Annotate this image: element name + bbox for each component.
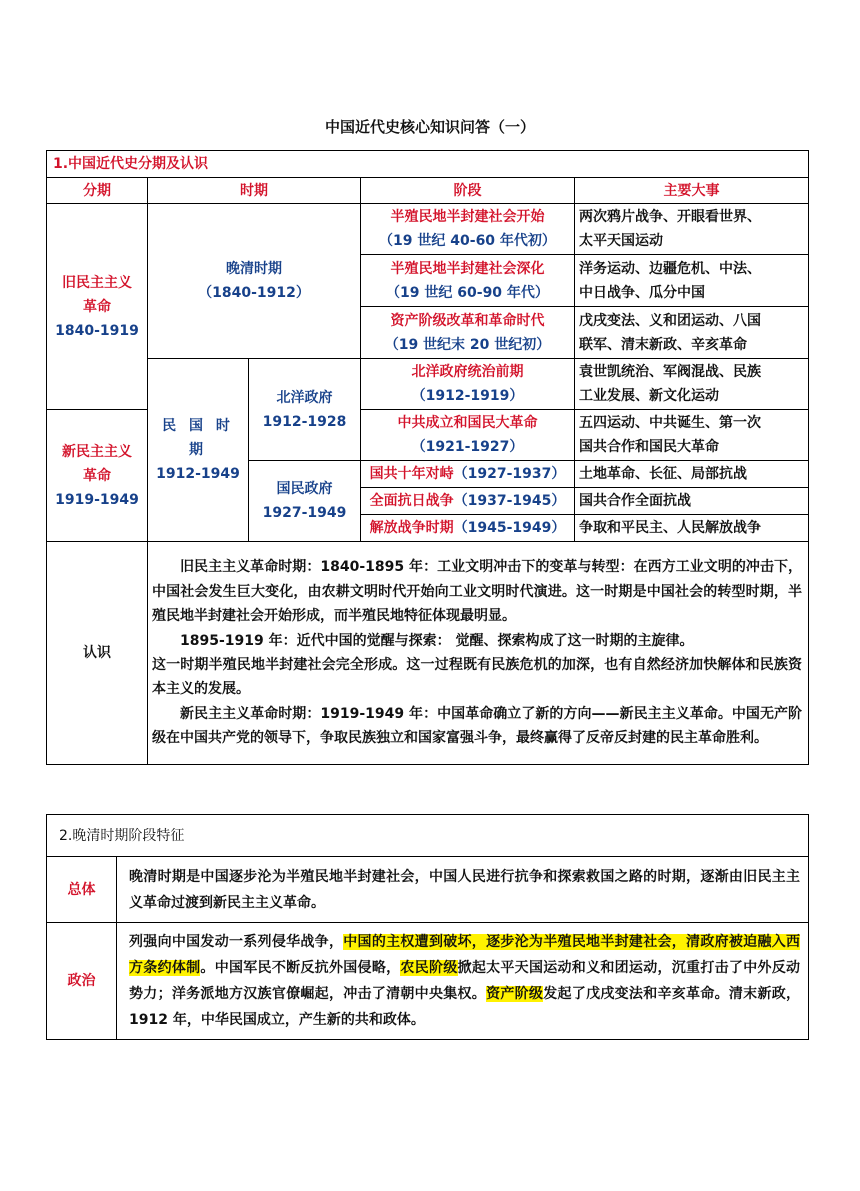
recognition-paragraph: 旧民主主义革命时期：1840-1895 年：工业文明冲击下的变革与转型：在西方工业文明的冲击下，中国社会发生巨大变化，由农耕文明时代开始向工业文明时代演进。这一时期是中国社会的转型时期，半殖民地半封建社会开始形成，而半殖民地特征体现最明显。 [152,559,803,625]
events-cell [575,410,809,461]
stage-name: 全面抗日战争 [369,493,454,509]
events-line: 两次鸦片战争、开眼看世界、 [579,209,761,225]
period-new-years: 1919-1949 [55,491,139,508]
period-old-line2: 革命 [83,298,111,315]
stage-cell [361,410,575,461]
stage-cell [361,255,575,307]
stage-name: 国共十年对峙 [369,466,454,482]
politics-text [117,923,809,1040]
recognition-label: 认识 [47,542,148,765]
stage-years: （19 世纪 60-90 年代） [386,284,549,301]
stage-years: （19 世纪末 20 世纪初） [384,336,551,353]
events-line: 中日战争、瓜分中国 [579,284,705,301]
gov-nationalist-years: 1927-1949 [262,505,347,521]
recognition-paragraph: 这一时期半殖民地半封建社会完全形成。这一过程既有民族危机的加深，也有自然经济加快解体和民族资本主义的发展。 [152,657,803,698]
politics-text-part: 发起了戊戌变法和辛亥革命。清末新政，1912 年，中华民国成立，产生新的共和政体。 [129,986,801,1028]
overall-label: 总体 [47,857,117,923]
header-stage: 阶段 [361,178,575,204]
stage-cell [361,461,575,488]
period-old-democratic [47,204,148,410]
era-republic [148,359,249,542]
events-cell [575,307,809,359]
events-line: 国共合作和国民大革命 [579,439,719,455]
events-cell: 土地革命、长征、局部抗战 [575,461,809,488]
politics-highlight: 资产阶级 [486,986,544,1002]
stage-cell [361,359,575,410]
stage-name: 资产阶级改革和革命时代 [390,312,545,329]
section-2-heading: 2.晚清时期阶段特征 [47,815,809,857]
politics-text-part: 列强向中国发动一系列侵华战争， [129,934,344,950]
stage-years: （1945-1949） [453,520,566,536]
politics-highlight: 中国的主权遭到破坏，逐步沦为半殖民地半封建社会，清政府被迫融入西方条约体制 [129,934,801,976]
period-new-democratic [47,410,148,542]
events-line: 戊戌变法、义和团运动、八国 [579,312,761,329]
gov-nationalist [249,461,361,542]
period-old-line1: 旧民主主义 [62,274,132,291]
period-old-years: 1840-1919 [55,322,139,339]
events-cell [575,255,809,307]
stage-years: （1921-1927） [411,439,524,455]
events-cell: 争取和平民主、人民解放战争 [575,515,809,542]
politics-highlight: 农民阶级 [400,960,458,976]
recognition-paragraph: 新民主主义革命时期：1919-1949 年：中国革命确立了新的方向——新民主主义革命。中国无产阶级在中国共产党的领导下，争取民族独立和国家富强斗争，最终赢得了反帝反封建的民主革命胜利。 [152,705,803,747]
header-period-type: 分期 [47,178,148,204]
gov-beiyang-name: 北洋政府 [276,389,333,406]
politics-label: 政治 [47,923,117,1040]
gov-beiyang [249,359,361,461]
events-cell [575,204,809,255]
periodization-table [46,150,809,765]
stage-name: 解放战争时期 [369,520,454,536]
recognition-paragraph: 1895-1919 年：近代中国的觉醒与探索： 觉醒、探索构成了这一时期的主旋律。 [180,632,694,649]
events-cell: 国共合作全面抗战 [575,488,809,515]
events-line: 工业发展、新文化运动 [579,388,719,404]
stage-years: （19 世纪 40-60 年代初） [379,233,556,249]
stage-years: （1927-1937） [453,466,566,482]
events-line: 五四运动、中共诞生、第一次 [579,415,761,431]
politics-text-part: 掀起太平天国运动和义和团运动，沉重打击了中外反动势力；洋务派地方汉族官僚崛起，冲击了清朝中央集权。 [129,960,801,1002]
stage-name: 北洋政府统治前期 [411,364,524,380]
stage-cell [361,488,575,515]
politics-text-part: 。中国军民不断反抗外国侵略， [200,960,401,976]
gov-beiyang-years: 1912-1928 [262,413,347,430]
events-line: 联军、清末新政、辛亥革命 [579,336,747,353]
era-republic-years: 1912-1949 [156,466,240,482]
stage-name: 半殖民地半封建社会开始 [390,209,545,225]
stage-cell [361,204,575,255]
era-late-qing-name: 晚清时期 [226,261,282,277]
late-qing-features-table [46,814,809,1040]
document-title: 中国近代史核心知识问答（一） [324,118,535,136]
header-major-events: 主要大事 [575,178,809,204]
era-late-qing [148,204,361,359]
events-line: 洋务运动、边疆危机、中法、 [579,260,761,277]
stage-years: （1937-1945） [453,493,566,509]
era-republic-name: 民 国 时 期 [162,418,234,458]
overall-text: 晚清时期是中国逐步沦为半殖民地半封建社会，中国人民进行抗争和探索救国之路的时期，逐渐由旧民主主义革命过渡到新民主主义革命。 [117,857,809,923]
stage-years: （1912-1919） [411,388,524,404]
stage-name: 半殖民地半封建社会深化 [390,260,545,277]
section-1-heading: 1.中国近代史分期及认识 [47,151,809,178]
period-new-line1: 新民主主义 [62,443,132,460]
recognition-text [148,542,809,765]
stage-cell [361,307,575,359]
events-line: 袁世凯统治、军阀混战、民族 [579,364,761,380]
events-line: 太平天国运动 [579,233,663,249]
header-era: 时期 [148,178,361,204]
period-new-line2: 革命 [83,467,111,484]
gov-nationalist-name: 国民政府 [276,481,333,497]
era-late-qing-years: （1840-1912） [198,285,310,301]
stage-name: 中共成立和国民大革命 [397,415,538,431]
stage-cell [361,515,575,542]
events-cell [575,359,809,410]
